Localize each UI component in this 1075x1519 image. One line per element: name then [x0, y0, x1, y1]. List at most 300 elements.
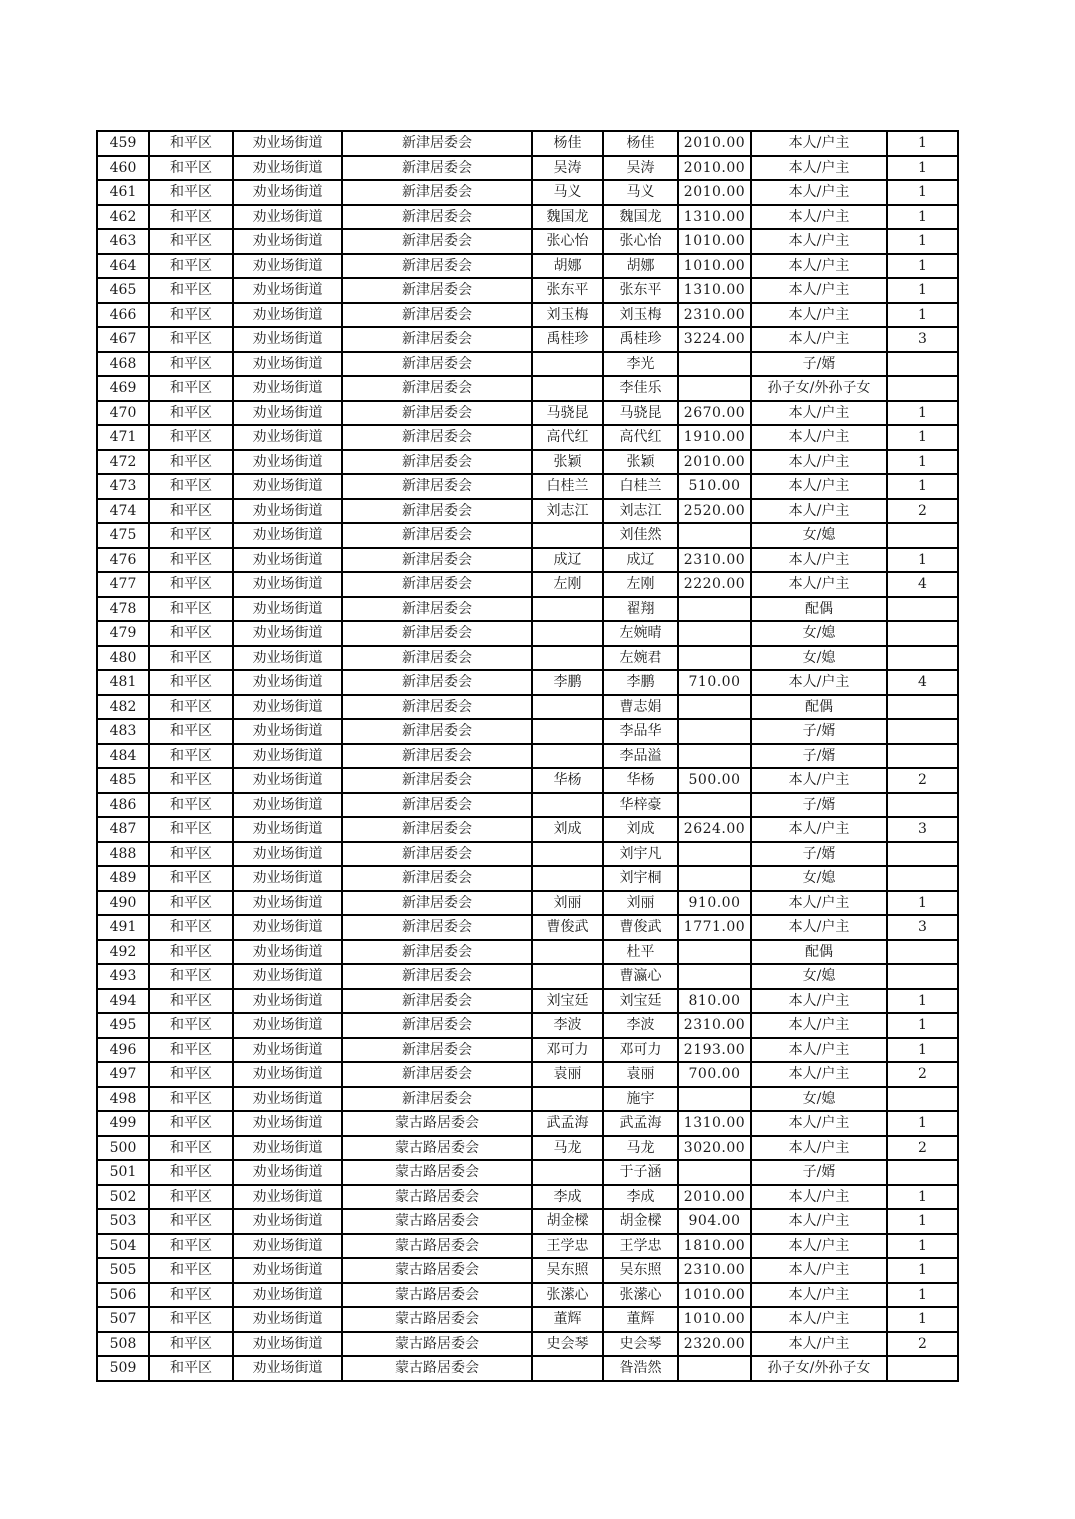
- member-name-cell: 禹桂珍: [603, 327, 678, 352]
- relation-cell: 子/婿: [751, 719, 887, 744]
- applicant-name-cell: 刘志江: [532, 499, 603, 524]
- street-cell: 劝业场街道: [233, 842, 342, 867]
- row-number-cell: 496: [97, 1038, 149, 1063]
- amount-cell: [678, 523, 751, 548]
- table-row: [97, 1013, 958, 1038]
- amount-cell: 1910.00: [678, 425, 751, 450]
- committee-cell: 蒙古路居委会: [342, 1209, 532, 1234]
- district-cell: 和平区: [149, 425, 233, 450]
- relation-cell: 本人/户主: [751, 1136, 887, 1161]
- row-number-cell: 468: [97, 352, 149, 377]
- member-count-cell: 1: [887, 1013, 958, 1038]
- district-cell: 和平区: [149, 1234, 233, 1259]
- amount-cell: [678, 793, 751, 818]
- amount-cell: 2010.00: [678, 180, 751, 205]
- member-count-cell: 1: [887, 1038, 958, 1063]
- member-name-cell: 李品华: [603, 719, 678, 744]
- amount-cell: 1010.00: [678, 229, 751, 254]
- committee-cell: 新津居委会: [342, 1087, 532, 1112]
- relation-cell: 本人/户主: [751, 156, 887, 181]
- member-name-cell: 刘成: [603, 817, 678, 842]
- member-name-cell: 王学忠: [603, 1234, 678, 1259]
- street-cell: 劝业场街道: [233, 278, 342, 303]
- street-cell: 劝业场街道: [233, 1087, 342, 1112]
- applicant-name-cell: 左刚: [532, 572, 603, 597]
- relation-cell: 本人/户主: [751, 1062, 887, 1087]
- row-number-cell: 460: [97, 156, 149, 181]
- amount-cell: 2193.00: [678, 1038, 751, 1063]
- amount-cell: 2010.00: [678, 450, 751, 475]
- street-cell: 劝业场街道: [233, 891, 342, 916]
- member-name-cell: 刘志江: [603, 499, 678, 524]
- amount-cell: [678, 1087, 751, 1112]
- member-count-cell: [887, 1356, 958, 1381]
- committee-cell: 新津居委会: [342, 303, 532, 328]
- applicant-name-cell: [532, 376, 603, 401]
- member-name-cell: 左婉君: [603, 646, 678, 671]
- member-count-cell: 1: [887, 425, 958, 450]
- street-cell: 劝业场街道: [233, 817, 342, 842]
- relation-cell: 本人/户主: [751, 254, 887, 279]
- district-cell: 和平区: [149, 180, 233, 205]
- committee-cell: 蒙古路居委会: [342, 1258, 532, 1283]
- amount-cell: [678, 719, 751, 744]
- committee-cell: 新津居委会: [342, 915, 532, 940]
- street-cell: 劝业场街道: [233, 401, 342, 426]
- street-cell: 劝业场街道: [233, 499, 342, 524]
- amount-cell: 2220.00: [678, 572, 751, 597]
- table-row: [97, 450, 958, 475]
- member-name-cell: 吴东照: [603, 1258, 678, 1283]
- street-cell: 劝业场街道: [233, 1283, 342, 1308]
- district-cell: 和平区: [149, 523, 233, 548]
- committee-cell: 新津居委会: [342, 548, 532, 573]
- district-cell: 和平区: [149, 1136, 233, 1161]
- table-row: [97, 474, 958, 499]
- relation-cell: 孙子女/外孙子女: [751, 1356, 887, 1381]
- member-count-cell: 1: [887, 156, 958, 181]
- table-row: [97, 964, 958, 989]
- street-cell: 劝业场街道: [233, 1307, 342, 1332]
- committee-cell: 新津居委会: [342, 156, 532, 181]
- committee-cell: 新津居委会: [342, 1038, 532, 1063]
- district-cell: 和平区: [149, 1160, 233, 1185]
- member-count-cell: 1: [887, 229, 958, 254]
- street-cell: 劝业场街道: [233, 597, 342, 622]
- table-row: [97, 1307, 958, 1332]
- street-cell: 劝业场街道: [233, 425, 342, 450]
- relation-cell: 子/婿: [751, 793, 887, 818]
- row-number-cell: 477: [97, 572, 149, 597]
- applicant-name-cell: 刘宝廷: [532, 989, 603, 1014]
- member-count-cell: [887, 597, 958, 622]
- street-cell: 劝业场街道: [233, 450, 342, 475]
- member-count-cell: 1: [887, 474, 958, 499]
- table-row: [97, 131, 958, 156]
- applicant-name-cell: 马义: [532, 180, 603, 205]
- applicant-name-cell: 华杨: [532, 768, 603, 793]
- district-cell: 和平区: [149, 891, 233, 916]
- member-name-cell: 张潆心: [603, 1283, 678, 1308]
- amount-cell: [678, 1356, 751, 1381]
- relation-cell: 本人/户主: [751, 180, 887, 205]
- table-row: [97, 425, 958, 450]
- district-cell: 和平区: [149, 499, 233, 524]
- row-number-cell: 497: [97, 1062, 149, 1087]
- amount-cell: 2310.00: [678, 303, 751, 328]
- row-number-cell: 467: [97, 327, 149, 352]
- district-cell: 和平区: [149, 376, 233, 401]
- district-cell: 和平区: [149, 229, 233, 254]
- relation-cell: 本人/户主: [751, 1307, 887, 1332]
- table-row: [97, 793, 958, 818]
- row-number-cell: 507: [97, 1307, 149, 1332]
- district-cell: 和平区: [149, 1087, 233, 1112]
- member-name-cell: 李成: [603, 1185, 678, 1210]
- applicant-name-cell: 张颖: [532, 450, 603, 475]
- district-cell: 和平区: [149, 1356, 233, 1381]
- district-cell: 和平区: [149, 597, 233, 622]
- table-row: [97, 205, 958, 230]
- committee-cell: 新津居委会: [342, 180, 532, 205]
- district-cell: 和平区: [149, 1307, 233, 1332]
- member-name-cell: 胡娜: [603, 254, 678, 279]
- street-cell: 劝业场街道: [233, 695, 342, 720]
- relation-cell: 本人/户主: [751, 817, 887, 842]
- table-row: [97, 1283, 958, 1308]
- committee-cell: 蒙古路居委会: [342, 1332, 532, 1357]
- street-cell: 劝业场街道: [233, 254, 342, 279]
- applicant-name-cell: 王学忠: [532, 1234, 603, 1259]
- committee-cell: 新津居委会: [342, 964, 532, 989]
- member-name-cell: 吴涛: [603, 156, 678, 181]
- applicant-name-cell: [532, 793, 603, 818]
- applicant-name-cell: 胡娜: [532, 254, 603, 279]
- member-name-cell: 刘宇凡: [603, 842, 678, 867]
- street-cell: 劝业场街道: [233, 180, 342, 205]
- district-cell: 和平区: [149, 156, 233, 181]
- committee-cell: 新津居委会: [342, 229, 532, 254]
- table-row: [97, 548, 958, 573]
- household-roster-table: [96, 130, 959, 1382]
- member-name-cell: 翟翔: [603, 597, 678, 622]
- row-number-cell: 504: [97, 1234, 149, 1259]
- relation-cell: 本人/户主: [751, 548, 887, 573]
- member-count-cell: 3: [887, 915, 958, 940]
- amount-cell: [678, 1160, 751, 1185]
- member-name-cell: 左婉晴: [603, 621, 678, 646]
- row-number-cell: 485: [97, 768, 149, 793]
- member-count-cell: 3: [887, 817, 958, 842]
- table-row: [97, 156, 958, 181]
- district-cell: 和平区: [149, 670, 233, 695]
- street-cell: 劝业场街道: [233, 744, 342, 769]
- amount-cell: 1810.00: [678, 1234, 751, 1259]
- member-name-cell: 杨佳: [603, 131, 678, 156]
- member-count-cell: 1: [887, 891, 958, 916]
- district-cell: 和平区: [149, 1209, 233, 1234]
- applicant-name-cell: 邓可力: [532, 1038, 603, 1063]
- row-number-cell: 506: [97, 1283, 149, 1308]
- member-count-cell: [887, 523, 958, 548]
- applicant-name-cell: [532, 597, 603, 622]
- member-name-cell: 董辉: [603, 1307, 678, 1332]
- amount-cell: 710.00: [678, 670, 751, 695]
- amount-cell: 2010.00: [678, 131, 751, 156]
- applicant-name-cell: [532, 964, 603, 989]
- applicant-name-cell: 武孟海: [532, 1111, 603, 1136]
- amount-cell: 2520.00: [678, 499, 751, 524]
- relation-cell: 本人/户主: [751, 1111, 887, 1136]
- row-number-cell: 478: [97, 597, 149, 622]
- table-row: [97, 1209, 958, 1234]
- member-name-cell: 曹瀛心: [603, 964, 678, 989]
- amount-cell: 2010.00: [678, 1185, 751, 1210]
- street-cell: 劝业场街道: [233, 915, 342, 940]
- table-row: [97, 1136, 958, 1161]
- member-count-cell: 1: [887, 180, 958, 205]
- relation-cell: 本人/户主: [751, 327, 887, 352]
- applicant-name-cell: [532, 523, 603, 548]
- row-number-cell: 495: [97, 1013, 149, 1038]
- street-cell: 劝业场街道: [233, 1356, 342, 1381]
- member-name-cell: 李光: [603, 352, 678, 377]
- member-count-cell: 1: [887, 1258, 958, 1283]
- table-row: [97, 1234, 958, 1259]
- amount-cell: [678, 964, 751, 989]
- row-number-cell: 464: [97, 254, 149, 279]
- row-number-cell: 481: [97, 670, 149, 695]
- member-name-cell: 邓可力: [603, 1038, 678, 1063]
- district-cell: 和平区: [149, 866, 233, 891]
- table-row: [97, 744, 958, 769]
- street-cell: 劝业场街道: [233, 1013, 342, 1038]
- member-count-cell: 3: [887, 327, 958, 352]
- street-cell: 劝业场街道: [233, 621, 342, 646]
- district-cell: 和平区: [149, 1062, 233, 1087]
- district-cell: 和平区: [149, 964, 233, 989]
- committee-cell: 新津居委会: [342, 474, 532, 499]
- amount-cell: 700.00: [678, 1062, 751, 1087]
- relation-cell: 女/媳: [751, 964, 887, 989]
- committee-cell: 新津居委会: [342, 401, 532, 426]
- relation-cell: 子/婿: [751, 352, 887, 377]
- applicant-name-cell: [532, 621, 603, 646]
- row-number-cell: 489: [97, 866, 149, 891]
- table-row: [97, 891, 958, 916]
- member-name-cell: 魏国龙: [603, 205, 678, 230]
- member-name-cell: 李鹏: [603, 670, 678, 695]
- street-cell: 劝业场街道: [233, 548, 342, 573]
- street-cell: 劝业场街道: [233, 866, 342, 891]
- committee-cell: 新津居委会: [342, 793, 532, 818]
- district-cell: 和平区: [149, 131, 233, 156]
- committee-cell: 蒙古路居委会: [342, 1136, 532, 1161]
- district-cell: 和平区: [149, 254, 233, 279]
- applicant-name-cell: 魏国龙: [532, 205, 603, 230]
- street-cell: 劝业场街道: [233, 376, 342, 401]
- row-number-cell: 509: [97, 1356, 149, 1381]
- relation-cell: 子/婿: [751, 744, 887, 769]
- member-count-cell: 1: [887, 548, 958, 573]
- committee-cell: 新津居委会: [342, 646, 532, 671]
- committee-cell: 蒙古路居委会: [342, 1234, 532, 1259]
- amount-cell: 910.00: [678, 891, 751, 916]
- member-count-cell: [887, 842, 958, 867]
- member-count-cell: [887, 866, 958, 891]
- member-name-cell: 袁丽: [603, 1062, 678, 1087]
- committee-cell: 新津居委会: [342, 425, 532, 450]
- district-cell: 和平区: [149, 278, 233, 303]
- applicant-name-cell: 李鹏: [532, 670, 603, 695]
- member-name-cell: 成辽: [603, 548, 678, 573]
- table-row: [97, 719, 958, 744]
- applicant-name-cell: [532, 866, 603, 891]
- table-row: [97, 1160, 958, 1185]
- row-number-cell: 486: [97, 793, 149, 818]
- committee-cell: 新津居委会: [342, 523, 532, 548]
- table-row: [97, 597, 958, 622]
- member-count-cell: 1: [887, 1234, 958, 1259]
- district-cell: 和平区: [149, 989, 233, 1014]
- district-cell: 和平区: [149, 621, 233, 646]
- applicant-name-cell: [532, 646, 603, 671]
- member-name-cell: 胡金樑: [603, 1209, 678, 1234]
- district-cell: 和平区: [149, 1332, 233, 1357]
- row-number-cell: 475: [97, 523, 149, 548]
- amount-cell: 810.00: [678, 989, 751, 1014]
- street-cell: 劝业场街道: [233, 523, 342, 548]
- table-row: [97, 401, 958, 426]
- committee-cell: 蒙古路居委会: [342, 1185, 532, 1210]
- amount-cell: 2310.00: [678, 1013, 751, 1038]
- amount-cell: [678, 621, 751, 646]
- committee-cell: 蒙古路居委会: [342, 1160, 532, 1185]
- member-count-cell: 2: [887, 1332, 958, 1357]
- applicant-name-cell: 张潆心: [532, 1283, 603, 1308]
- table-row: [97, 278, 958, 303]
- district-cell: 和平区: [149, 842, 233, 867]
- amount-cell: [678, 646, 751, 671]
- member-count-cell: [887, 695, 958, 720]
- table-row: [97, 327, 958, 352]
- relation-cell: 女/媳: [751, 523, 887, 548]
- member-name-cell: 马龙: [603, 1136, 678, 1161]
- amount-cell: 1771.00: [678, 915, 751, 940]
- row-number-cell: 469: [97, 376, 149, 401]
- row-number-cell: 493: [97, 964, 149, 989]
- member-name-cell: 华梓豪: [603, 793, 678, 818]
- street-cell: 劝业场街道: [233, 1185, 342, 1210]
- table-row: [97, 768, 958, 793]
- table-row: [97, 1062, 958, 1087]
- amount-cell: 2010.00: [678, 156, 751, 181]
- table-row: [97, 915, 958, 940]
- relation-cell: 本人/户主: [751, 303, 887, 328]
- row-number-cell: 472: [97, 450, 149, 475]
- member-count-cell: [887, 1087, 958, 1112]
- member-name-cell: 曹俊武: [603, 915, 678, 940]
- member-count-cell: 1: [887, 1307, 958, 1332]
- relation-cell: 本人/户主: [751, 1283, 887, 1308]
- applicant-name-cell: 高代红: [532, 425, 603, 450]
- member-count-cell: 4: [887, 670, 958, 695]
- row-number-cell: 474: [97, 499, 149, 524]
- applicant-name-cell: 史会琴: [532, 1332, 603, 1357]
- row-number-cell: 488: [97, 842, 149, 867]
- relation-cell: 本人/户主: [751, 1234, 887, 1259]
- member-count-cell: 1: [887, 278, 958, 303]
- member-name-cell: 史会琴: [603, 1332, 678, 1357]
- member-name-cell: 施宇: [603, 1087, 678, 1112]
- member-count-cell: [887, 940, 958, 965]
- district-cell: 和平区: [149, 401, 233, 426]
- relation-cell: 本人/户主: [751, 450, 887, 475]
- committee-cell: 新津居委会: [342, 278, 532, 303]
- table-row: [97, 1185, 958, 1210]
- table-row: [97, 572, 958, 597]
- district-cell: 和平区: [149, 572, 233, 597]
- committee-cell: 新津居委会: [342, 376, 532, 401]
- household-table-body: [97, 131, 958, 1381]
- relation-cell: 本人/户主: [751, 131, 887, 156]
- district-cell: 和平区: [149, 940, 233, 965]
- table-row: [97, 670, 958, 695]
- amount-cell: 1010.00: [678, 1307, 751, 1332]
- street-cell: 劝业场街道: [233, 1038, 342, 1063]
- applicant-name-cell: [532, 842, 603, 867]
- district-cell: 和平区: [149, 646, 233, 671]
- committee-cell: 新津居委会: [342, 695, 532, 720]
- amount-cell: 1010.00: [678, 254, 751, 279]
- district-cell: 和平区: [149, 450, 233, 475]
- applicant-name-cell: 张东平: [532, 278, 603, 303]
- amount-cell: 2670.00: [678, 401, 751, 426]
- table-row: [97, 989, 958, 1014]
- district-cell: 和平区: [149, 695, 233, 720]
- applicant-name-cell: [532, 695, 603, 720]
- row-number-cell: 494: [97, 989, 149, 1014]
- row-number-cell: 466: [97, 303, 149, 328]
- table-row: [97, 1356, 958, 1381]
- relation-cell: 本人/户主: [751, 1209, 887, 1234]
- street-cell: 劝业场街道: [233, 793, 342, 818]
- relation-cell: 配偶: [751, 695, 887, 720]
- street-cell: 劝业场街道: [233, 131, 342, 156]
- member-name-cell: 张颖: [603, 450, 678, 475]
- district-cell: 和平区: [149, 793, 233, 818]
- relation-cell: 本人/户主: [751, 1013, 887, 1038]
- row-number-cell: 508: [97, 1332, 149, 1357]
- row-number-cell: 461: [97, 180, 149, 205]
- table-row: [97, 229, 958, 254]
- relation-cell: 本人/户主: [751, 205, 887, 230]
- member-count-cell: 1: [887, 254, 958, 279]
- street-cell: 劝业场街道: [233, 1160, 342, 1185]
- row-number-cell: 483: [97, 719, 149, 744]
- member-count-cell: 1: [887, 1209, 958, 1234]
- street-cell: 劝业场街道: [233, 964, 342, 989]
- amount-cell: 2310.00: [678, 1258, 751, 1283]
- district-cell: 和平区: [149, 915, 233, 940]
- member-name-cell: 刘宝廷: [603, 989, 678, 1014]
- committee-cell: 新津居委会: [342, 254, 532, 279]
- amount-cell: 2310.00: [678, 548, 751, 573]
- relation-cell: 配偶: [751, 597, 887, 622]
- relation-cell: 本人/户主: [751, 915, 887, 940]
- amount-cell: [678, 597, 751, 622]
- relation-cell: 本人/户主: [751, 1332, 887, 1357]
